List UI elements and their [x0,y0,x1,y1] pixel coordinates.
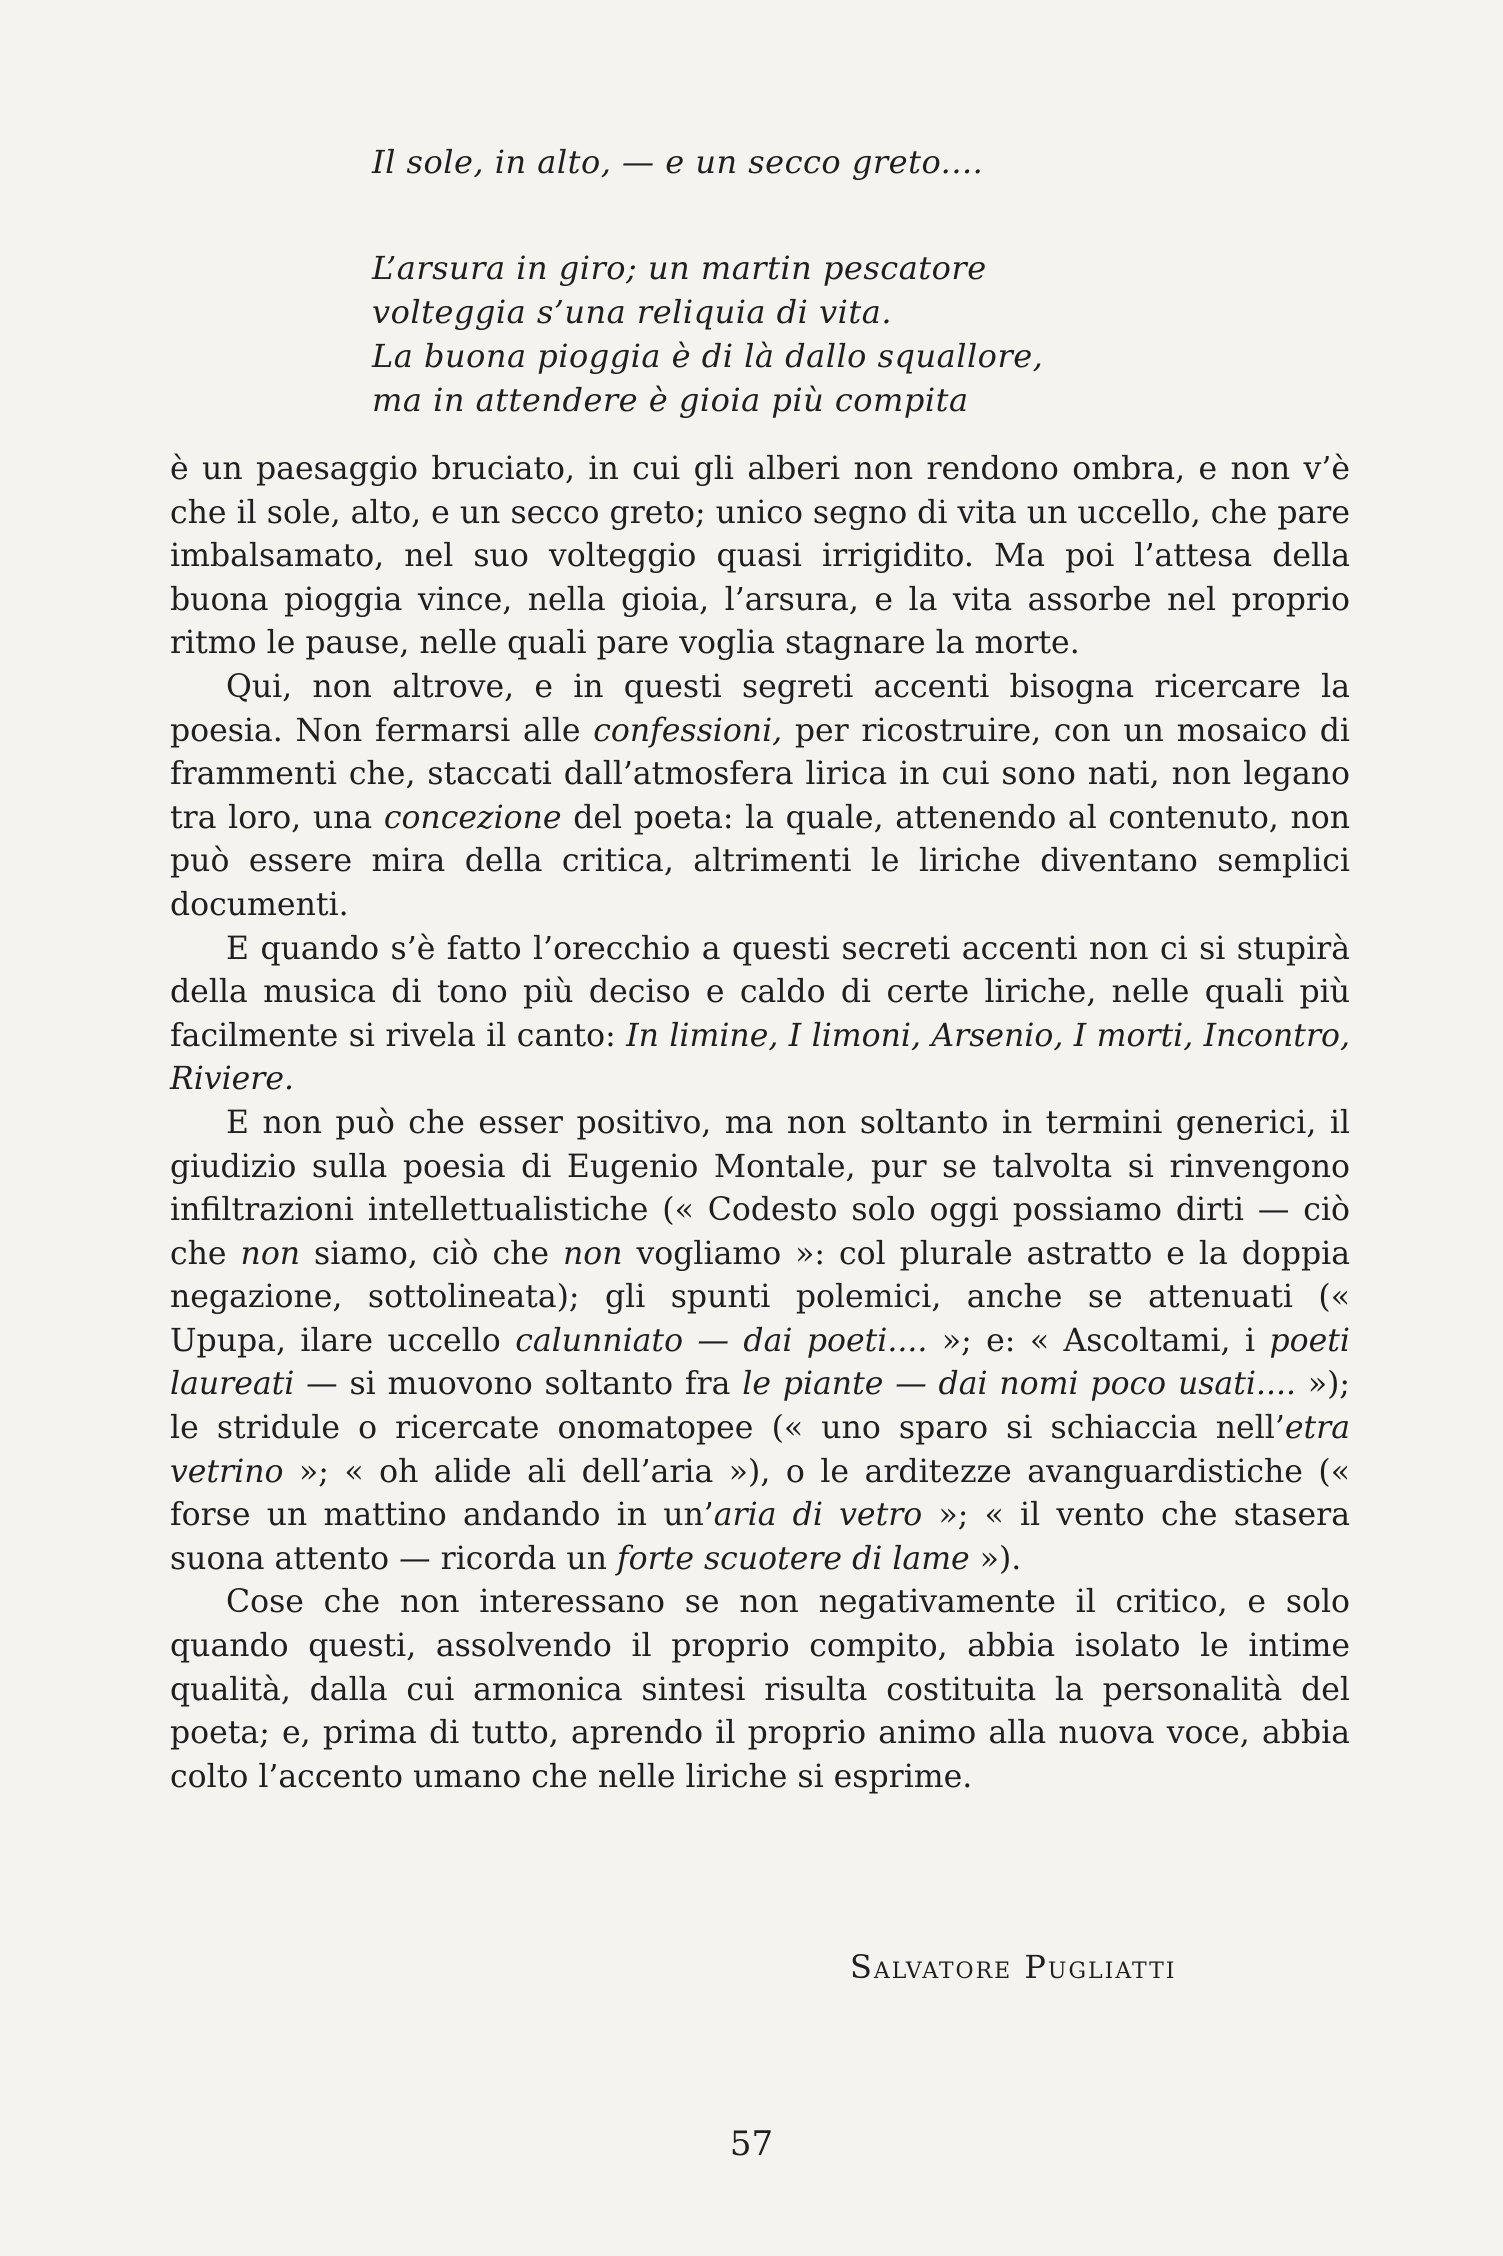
italic-run: confessioni, [593,712,783,749]
text-run: del poeta: la quale, attenendo al contenuto, non può essere mira della critica, altrimenti le liriche diventano semplici documenti. [170,799,1350,923]
verse-line: ma in attendere è gioia più compita [372,381,969,419]
text-run: E quando s’è fatto l’orecchio a questi secreti accenti non ci si stupirà della musica di tono più deciso e caldo di certe liriche, nelle quali più facilmente si rivela il canto: [170,930,1350,1054]
verse-line: La buona pioggia è di là dallo squallore, [372,337,1044,375]
italic-run: non [563,1235,623,1272]
text-run: vogliamo »: col plurale astratto e la doppia negazione, sottolineata); gli spunti polemici, anche se attenuati (« Upupa, ilare uccello [170,1235,1351,1359]
text-run: »; e: « Ascoltami, i [927,1322,1270,1359]
text-run: Qui, non altrove, e in questi segreti accenti bisogna ricercare la poesia. Non fermarsi alle [170,668,1350,749]
paragraph-5: Cose che non interessano se non negativamente il critico, e solo quando questi, assolvendo il proprio compito, abbia isolato le intime qualità, dalla cui armonica sintesi risulta costituita la personalità del poeta; e, prima di tutto, aprendo il proprio animo alla nuova voce, abbia colto l’accento umano che nelle liriche si esprime. [170,1584,1350,1795]
stanza-gap [372,184,1192,246]
paragraph-1: è un paesaggio bruciato, in cui gli alberi non rendono ombra, e non v’è che il sole, alto, e un secco greto; unico segno di vita un uccello, che pare imbalsamato, nel suo volteggio quasi irrigidito. Ma poi l’attesa della buona pioggia vince, nella gioia, l’arsura, e la vita assorbe nel proprio ritmo le pause, nelle quali pare voglia stagnare la morte. [170,451,1350,662]
body-text [170,448,1350,1799]
page-number: 57 [729,2124,774,2164]
italic-run: non [240,1235,301,1272]
text-run: — si muovono soltanto fra [294,1366,743,1403]
italic-run: poeti laureati [170,1322,1350,1403]
italic-run: etra vetrino [170,1410,1350,1490]
text-run: E non può che esser positivo, ma non soltanto in termini generici, il giudizio sulla poesia di Eugenio Montale, pur se talvolta si rinvengono infiltrazioni intellettualistiche (« Codesto solo oggi possiamo dirti — ciò che [170,1104,1350,1272]
italic-run: aria di vetro [713,1497,923,1534]
italic-run: calunniato — dai poeti.... [515,1322,928,1359]
italic-run: concezione [383,799,562,836]
paragraph-2 [170,666,1350,928]
author-signature: Salvatore Pugliatti [850,1948,1177,1986]
text-run: »); le stridule o ricercate onomatopee (« uno sparo si schiaccia nell’ [170,1366,1350,1447]
quoted-verses [372,140,1192,422]
italic-run: forte scuotere di lame [617,1540,970,1577]
text-run: »; « il vento che stasera suona attento — ricorda un [170,1497,1350,1577]
italic-run: le piante — dai nomi poco usati.... [742,1366,1296,1403]
text-run: per ricostruire, con un mosaico di frammenti che, staccati dall’atmosfera lirica in cui sono nati, non legano tra loro, una [170,712,1351,836]
verse-line: L’arsura in giro; un martin pescatore [372,249,987,287]
verse-line: volteggia s’una reliquia di vita. [372,293,892,331]
paragraph-3 [170,928,1350,1102]
paragraph-4 [170,1102,1350,1582]
text-run: »; « oh alide ali dell’aria »), o le arditezze avanguardistiche (« forse un mattino andando in un’ [170,1453,1350,1534]
italic-run: In limine, I limoni, Arsenio, I morti, Incontro, Riviere. [170,1017,1350,1098]
verse-line: Il sole, in alto, — e un secco greto.... [372,143,984,181]
text-run: »). [969,1540,1022,1577]
text-run: siamo, ciò che [300,1235,563,1272]
